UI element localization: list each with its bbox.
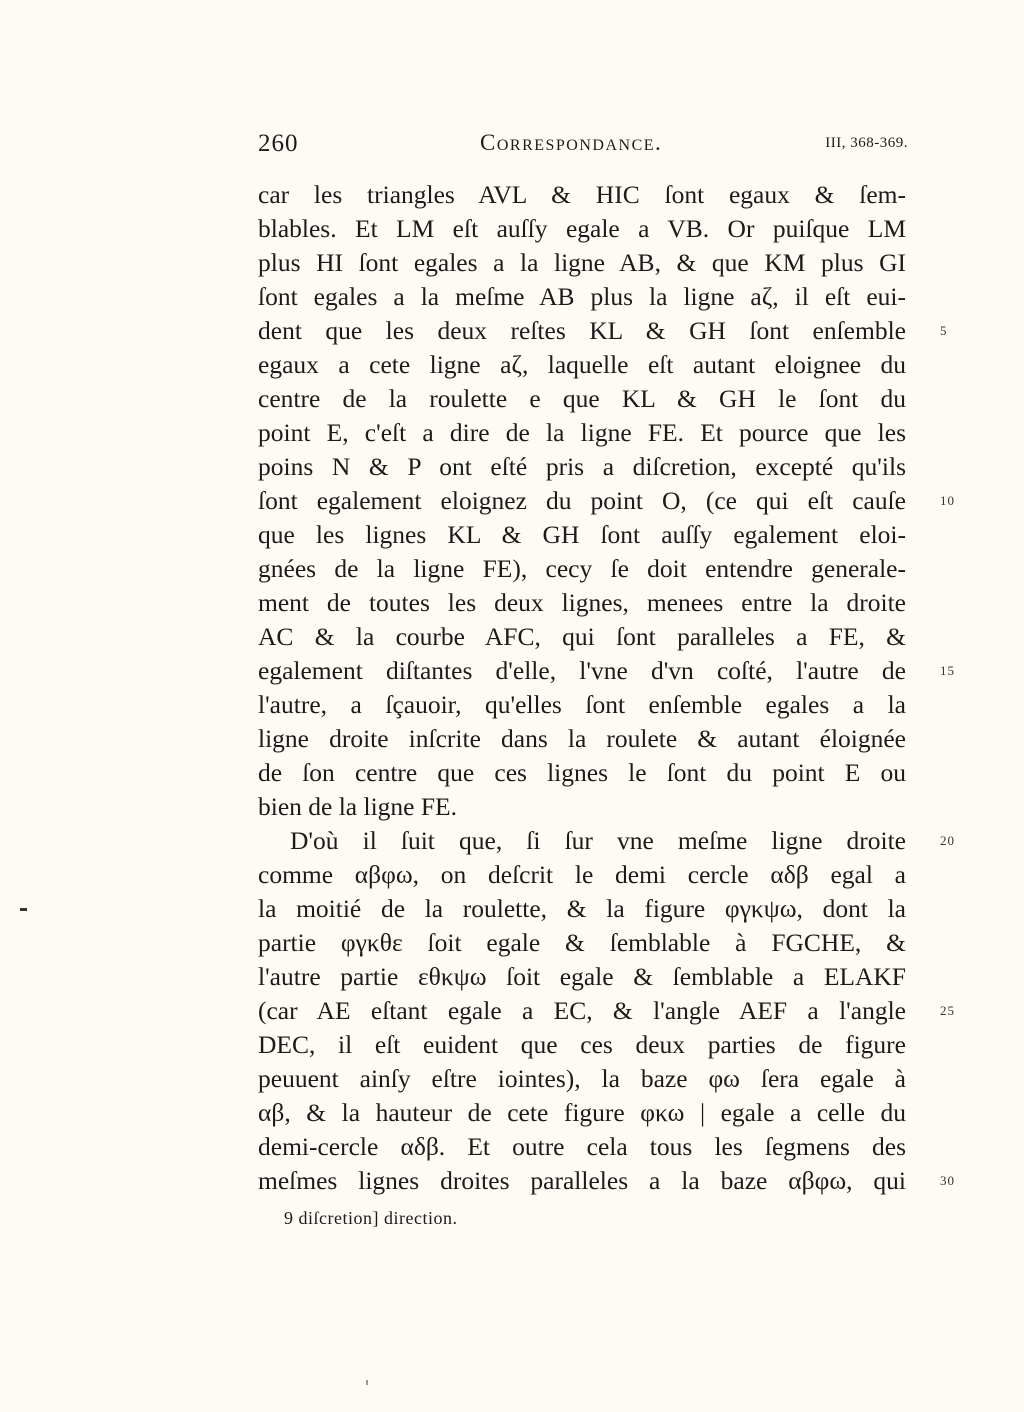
line-text: que les lignes KL & GH ſont auſſy egalement eloi- [258,520,906,549]
text-line [258,450,906,484]
text-line [258,654,955,688]
text-line [258,688,906,722]
line-text: ſont egales a la meſme AB plus la ligne aζ, il eſt eui- [258,282,906,311]
line-number: 20 [940,833,955,848]
line-text: dent que les deux reſtes KL & GH ſont enſemble [258,316,906,345]
line-text: partie φγκθε ſoit egale & ſemblable à FGCHE, & [258,928,906,957]
line-number: 5 [940,323,948,338]
line-text: poins N & P ont eſté pris a diſcretion, excepté qu'ils [258,452,906,481]
margin-mark [20,908,27,911]
line-text: plus HI ſont egales a la ligne AB, & que KM plus GI [258,248,906,277]
line-text: ment de toutes les deux lignes, menees entre la droite [258,588,906,617]
line-text: ligne droite inſcrite dans la roulete & autant éloignée [258,724,906,753]
line-text: egalement diſtantes d'elle, l'vne d'vn coſté, l'autre de [258,656,906,685]
page-number: 260 [258,130,299,157]
line-text: αβ, & la hauteur de cete figure φκω | egale a celle du [258,1098,906,1127]
text-line [258,994,955,1028]
line-text: comme αβφω, on deſcrit le demi cercle αδβ egal a [258,860,906,889]
line-text: DEC, il eſt euident que ces deux parties de figure [258,1030,906,1059]
page-header [258,130,908,164]
line-text: l'autre, a ſçauoir, qu'elles ſont enſemble egales a la [258,690,906,719]
body-text [258,178,955,1198]
text-line [258,246,906,280]
text-line [258,314,948,348]
line-number: 10 [940,493,955,508]
text-line [258,382,906,416]
text-line [258,756,906,790]
text-line [258,280,906,314]
volume-reference: III, 368-369. [825,135,908,151]
line-text: (car AE eſtant egale a EC, & l'angle AEF a l'angle [258,996,906,1025]
text-line [258,1096,906,1130]
text-line [258,824,955,858]
line-text: peuuent ainſy eſtre iointes), la baze φω ſera egale à [258,1064,906,1093]
text-line [258,416,906,450]
running-title: Correspondance. [480,130,663,155]
line-text: bien de la ligne FE. [258,792,457,821]
text-line [258,892,906,926]
line-text: meſmes lignes droites paralleles a la baze αβφω, qui [258,1166,906,1195]
line-text: D'où il ſuit que, ſi ſur vne meſme ligne droite [290,826,906,855]
text-line [258,620,906,654]
text-line [258,586,906,620]
line-text: demi-cercle αδβ. Et outre cela tous les ſegmens des [258,1132,906,1161]
text-line [258,1028,906,1062]
text-line [258,518,906,552]
line-text: l'autre partie εθκψω ſoit egale & ſemblable a ELAKF [258,962,906,991]
line-text: car les triangles AVL & HIC ſont egaux & ſem- [258,180,906,209]
line-text: ſont egalement eloignez du point O, (ce qui eſt cauſe [258,486,906,515]
text-line [258,1062,906,1096]
line-text: AC & la courbe AFC, qui ſont paralleles a FE, & [258,622,906,651]
text-line [258,926,906,960]
text-line [258,858,906,892]
text-line [258,1164,955,1198]
line-number: 25 [940,1003,955,1018]
scan-mark [366,1380,368,1385]
text-line [258,212,906,246]
line-text: egaux a cete ligne aζ, laquelle eſt autant eloignee du [258,350,906,379]
text-line [258,960,906,994]
line-text: de ſon centre que ces lignes le ſont du point E ou [258,758,906,787]
line-text: centre de la roulette e que KL & GH le ſont du [258,384,906,413]
text-line [258,790,906,824]
line-text: point E, c'eſt a dire de la ligne FE. Et pource que les [258,418,906,447]
text-line [258,1130,906,1164]
line-number: 15 [940,663,955,678]
line-text: blables. Et LM eſt auſſy egale a VB. Or puiſque LM [258,214,906,243]
text-line [258,552,906,586]
footnote: 9 diſcretion] direction. [284,1208,458,1228]
text-line [258,722,906,756]
line-text: gnées de la ligne FE), cecy ſe doit entendre generale- [258,554,906,583]
text-line [258,348,906,382]
text-line [258,484,955,518]
line-text: la moitié de la roulette, & la figure φγκψω, dont la [258,894,906,923]
line-number: 30 [940,1173,955,1188]
text-line [258,178,906,212]
